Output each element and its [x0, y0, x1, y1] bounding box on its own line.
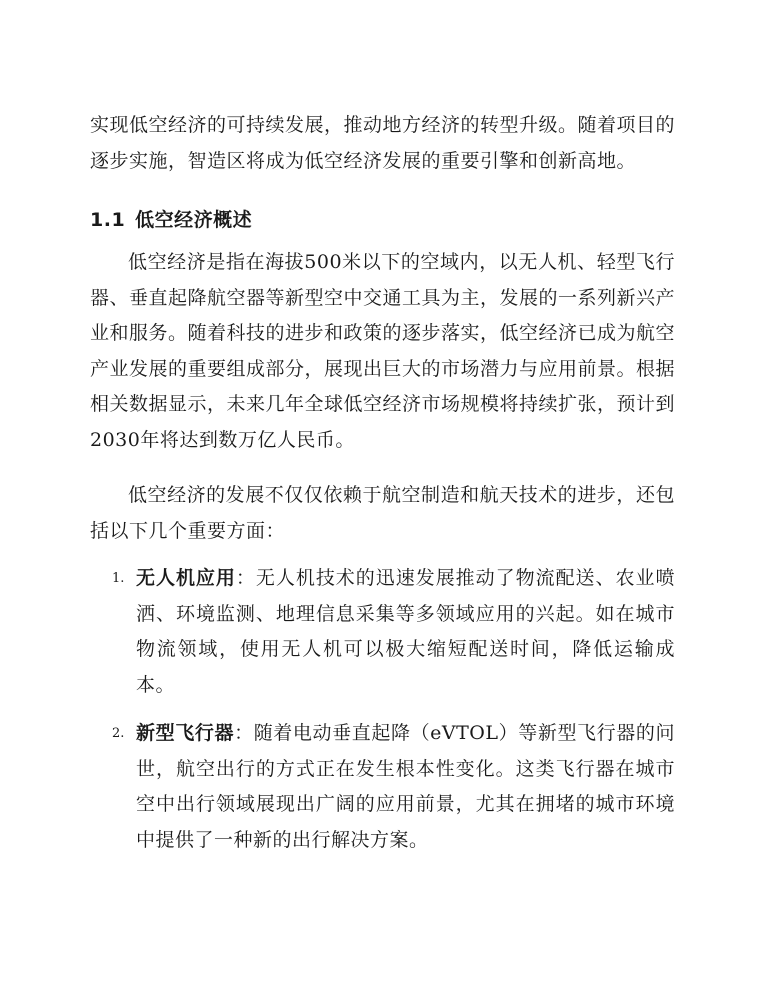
list-item-body: [136, 561, 675, 703]
section-heading: [90, 205, 252, 235]
list-marker: 2.: [112, 726, 125, 741]
list-item-text: 随着电动垂直起降（eVTOL）等新型飞行器的问世，航空出行的方式正在发生根本性变化。这类飞行器在城市空中出行领域展现出广阔的应用前景，尤其在拥堵的城市环境中提供了一种新的出行解决方案。: [136, 722, 675, 851]
section-title: 低空经济概述: [135, 209, 253, 231]
section-number: 1.1: [90, 209, 126, 231]
list-item-separator: ：: [234, 722, 254, 744]
list-item: [90, 561, 675, 703]
list-marker: 1.: [112, 571, 125, 586]
list-item-term: 无人机应用: [136, 567, 236, 589]
list-item: [90, 716, 675, 858]
list-item-text: 无人机技术的迅速发展推动了物流配送、农业喷洒、环境监测、地理信息采集等多领域应用的兴起。如在城市物流领域，使用无人机可以极大缩短配送时间，降低运输成本。: [136, 567, 675, 696]
body-paragraph: 低空经济是指在海拔500米以下的空域内，以无人机、轻型飞行器、垂直起降航空器等新型空中交通工具为主，发展的一系列新兴产业和服务。随着科技的进步和政策的逐步落实，低空经济已成为航空产业发展的重要组成部分，展现出巨大的市场潜力与应用前景。根据相关数据显示，未来几年全球低空经济市场规模将持续扩张，预计到2030年将达到数万亿人民币。: [90, 251, 676, 451]
list-item-body: [136, 716, 675, 858]
intro-paragraph: 实现低空经济的可持续发展，推动地方经济的转型升级。随着项目的逐步实施，智造区将成为低空经济发展的重要引擎和创新高地。: [90, 114, 676, 172]
list-item-separator: ：: [235, 567, 256, 589]
list-item-term: 新型飞行器: [136, 722, 235, 744]
body-paragraph: 低空经济的发展不仅仅依赖于航空制造和航天技术的进步，还包括以下几个重要方面：: [90, 484, 675, 542]
numbered-list: [90, 561, 675, 858]
